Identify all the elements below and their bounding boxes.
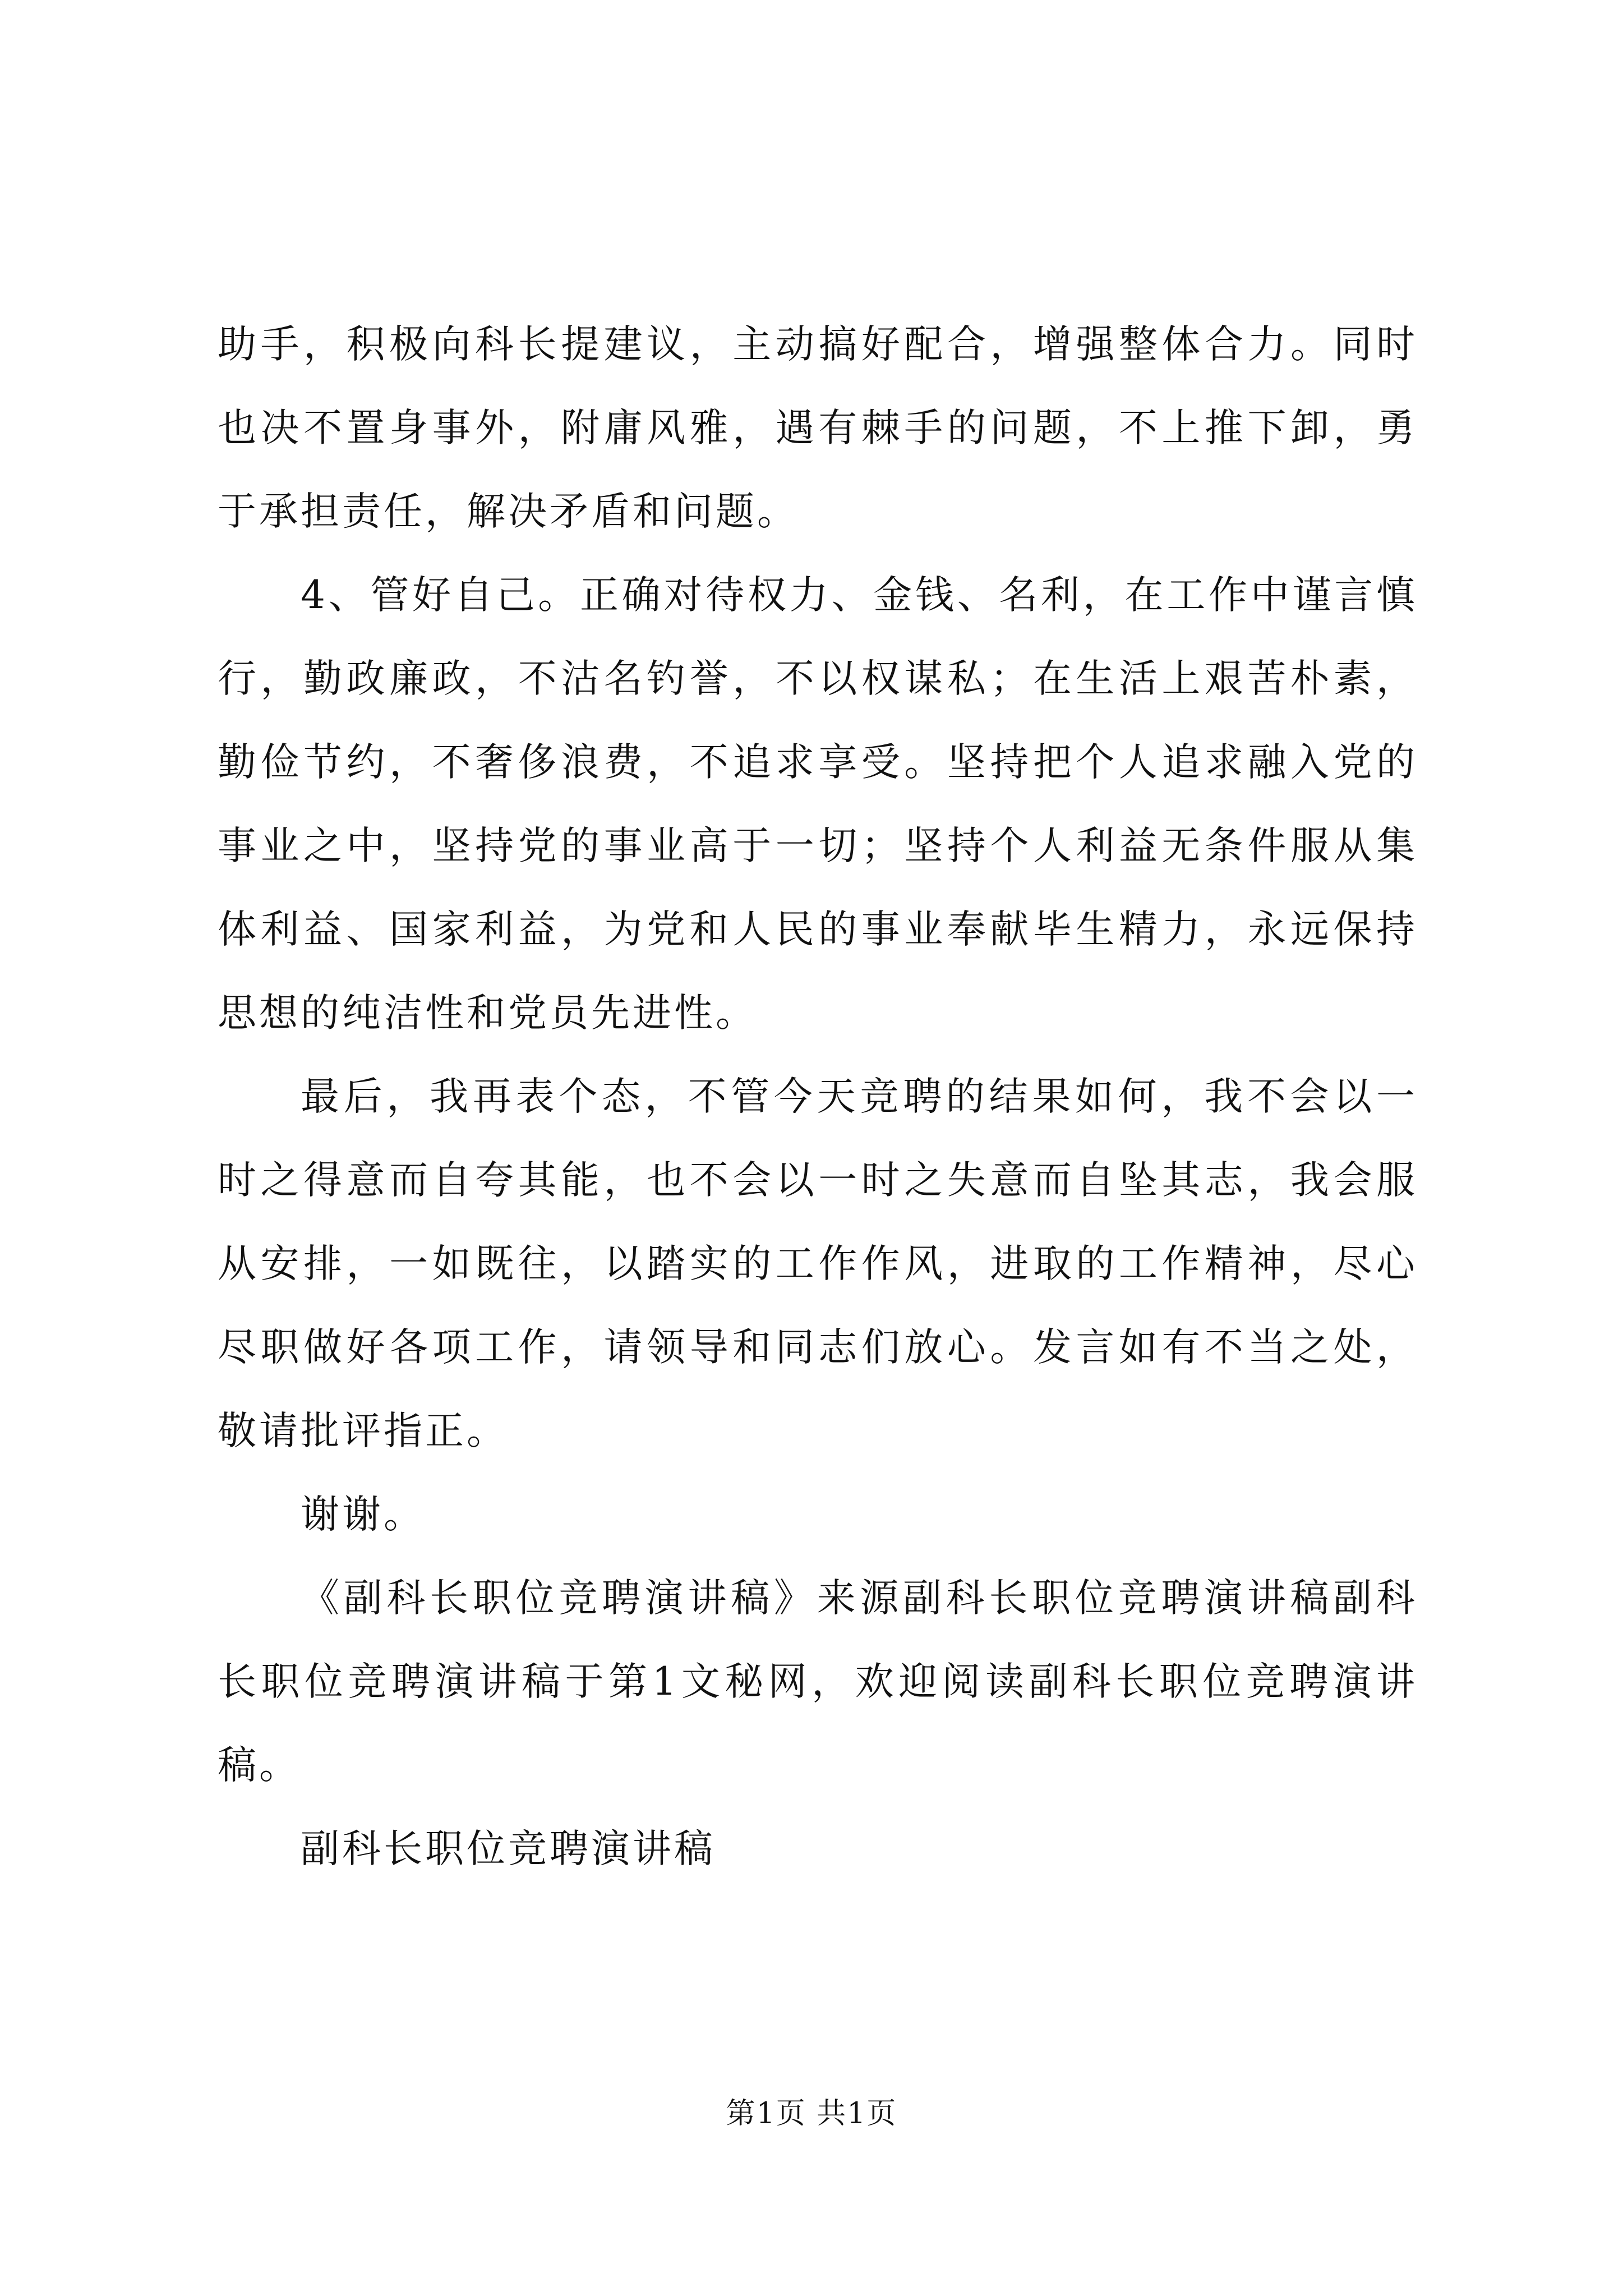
paragraph-manage-self: 4、管好自己。正确对待权力、金钱、名利，在工作中谨言慎行，勤政廉政，不沽名钓誉，不以权谋私；在生活上艰苦朴素，勤俭节约，不奢侈浪费，不追求享受。坚持把个人追求融入党的事业之中，坚持党的事业高于一切；坚持个人利益无条件服从集体利益、国家利益，为党和人民的事业奉献毕生精力，永远保持思想的纯洁性和党员先进性。: [218, 573, 1418, 1036]
paragraph-continuation: 助手，积极向科长提建议，主动搞好配合，增强整体合力。同时也决不置身事外，附庸风雅，遇有棘手的问题，不上推下卸，勇于承担责任，解决矛盾和问题。: [218, 322, 1418, 534]
paragraph-source-note: 《副科长职位竞聘演讲稿》来源副科长职位竞聘演讲稿副科长职位竞聘演讲稿于第1文秘网，欢迎阅读副科长职位竞聘演讲稿。: [218, 1576, 1418, 1788]
page-footer: 第1页 共1页: [726, 2097, 897, 2131]
document-body: [218, 303, 1418, 1891]
paragraph-thanks: 谢谢。: [301, 1492, 425, 1537]
paragraph-title-repeat: 副科长职位竞聘演讲稿: [301, 1826, 716, 1871]
paragraph-closing-statement: 最后，我再表个态，不管今天竞聘的结果如何，我不会以一时之得意而自夸其能，也不会以一时之失意而自坠其志，我会服从安排，一如既往，以踏实的工作作风，进取的工作精神，尽心尽职做好各项工作，请领导和同志们放心。发言如有不当之处，敬请批评指正。: [218, 1074, 1418, 1453]
